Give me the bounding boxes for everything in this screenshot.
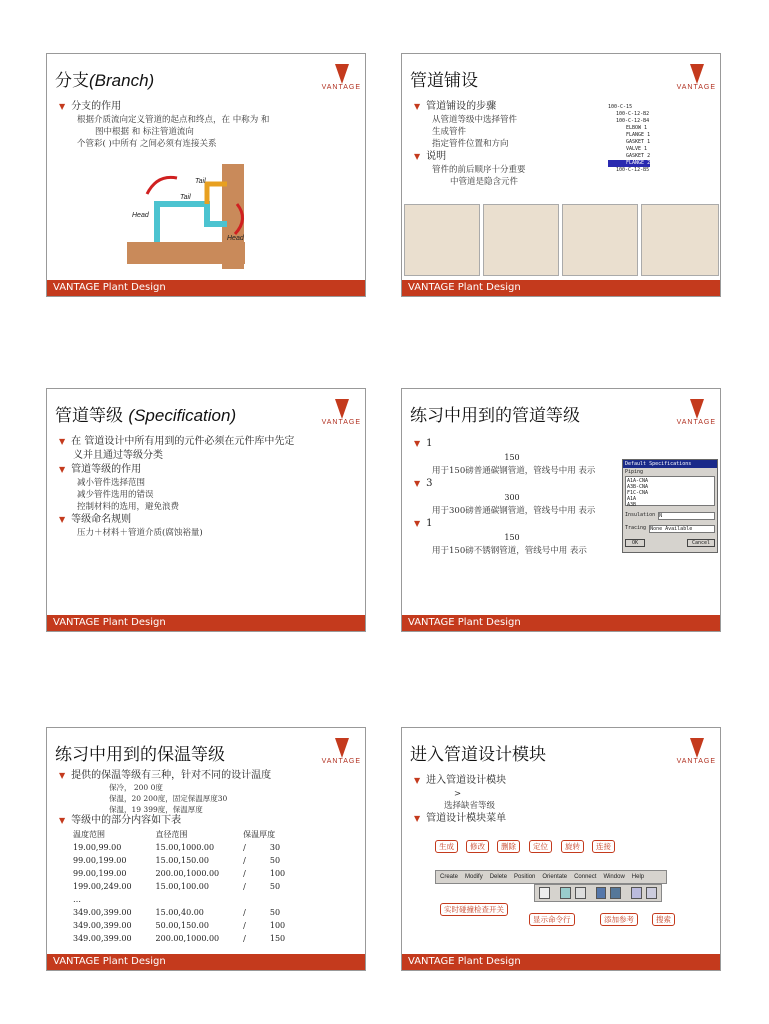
cancel-button[interactable]: Cancel [687,539,715,547]
text-line: > [454,789,462,799]
reference-list-icon[interactable] [610,887,621,899]
slide-pipe-routing [401,53,721,297]
slide-title: 分支(Branch) [55,71,155,91]
footer: VANTAGE Plant Design [47,280,365,296]
tag-delete: 删除 [497,840,520,853]
text-line: 管件的前后顺序十分重要 [432,165,526,175]
menu-window[interactable]: Window [603,874,625,880]
tag-connect: 连接 [592,840,615,853]
slide-title: 进入管道设计模块 [410,745,546,765]
clash-toggle-icon[interactable] [539,887,550,899]
tree-node-selected[interactable]: FLANGE 2 [608,160,650,167]
table-row: 349.00,399.00 200.00,1000.00 / 150 [73,934,286,943]
text-line: 义并且通过等级分类 [73,450,163,461]
tree-node[interactable]: 100-C-15 [608,104,633,110]
search-alt-icon[interactable] [646,887,657,899]
tag-command-line: 显示命令行 [529,913,575,926]
menu-modify[interactable]: Modify [465,874,483,880]
hierarchy-tree[interactable] [608,104,650,174]
bullet: ▼ 1 [414,437,610,451]
text-line: 从管道等级中选择管件 [432,115,518,125]
routing-step-image [641,204,719,276]
tag-clash-check: 实时碰撞检查开关 [440,903,508,916]
logo-text: VANTAGE [321,758,361,765]
logo-text: VANTAGE [321,419,361,426]
logo-text: VANTAGE [321,84,361,91]
tag-create: 生成 [435,840,458,853]
search-icon[interactable] [631,887,642,899]
slide-title: 练习中用到的保温等级 [55,745,225,765]
slide-title: 练习中用到的管道等级 [410,406,580,426]
slide-pipe-module [401,727,721,971]
list-item[interactable]: A3B [627,502,637,508]
toolbar [534,884,662,902]
table-header: 温度范围 [73,830,105,839]
text-line: 选择缺省等级 [444,801,496,811]
tree-node[interactable]: 100-C-12-B5 [616,167,650,173]
table-header: 保温厚度 [243,830,276,839]
routing-step-image [404,204,480,276]
tag-modify: 修改 [466,840,489,853]
slide-title: 管道等级 (Specification) [55,406,237,426]
slide-branch [46,53,366,297]
list-item[interactable]: F1C-CNA [627,490,649,496]
text-line: 压力＋材料＋管道介质(腐蚀裕量) [77,528,203,538]
text-line: 150 [504,453,520,462]
routing-step-image [562,204,638,276]
text-line: 中管道是隐含元件 [450,177,519,187]
table-row: … [73,895,81,904]
tree-node[interactable]: FLANGE 1 [626,132,651,138]
magnifier-icon[interactable] [575,887,586,899]
list-item[interactable]: A1A-CNA [627,478,649,484]
tree-node[interactable]: ELBOW 1 [626,125,648,131]
text-line: 用于300磅普通碳钢管道，管线号中用 表示 [432,506,596,516]
list-item[interactable]: A1A [627,496,637,502]
menu-delete[interactable]: Delete [489,874,508,880]
tag-search: 搜索 [652,913,675,926]
slide-insulation-specs [46,727,366,971]
text-line: 减少管件选用的错误 [77,490,154,500]
bullet: ▼ 等级中的部分内容如下表 [59,815,353,827]
table-header: 直径范围 [155,830,188,839]
bullet: ▼ 在 管道设计中所有用到的元件必须在元件库中先定 [59,435,353,449]
label-head: Head [132,212,149,219]
menu-connect[interactable]: Connect [574,874,597,880]
table-row: 349.00,399.00 15.00,40.00 / 50 [73,908,281,917]
text-line: 减小管件选择范围 [77,478,146,488]
slide-practice-specs [401,388,721,632]
text-line: 图中根据 和 标注管道流向 [95,127,194,137]
footer: VANTAGE Plant Design [47,615,365,631]
default-spec-dialog [622,459,718,553]
slide-title: 管道铺设 [410,71,478,91]
spec-list[interactable] [625,476,715,506]
menu-help[interactable]: Help [631,874,645,880]
menu-orientate[interactable]: Orientate [542,874,568,880]
text-line: 保温，19 399度，保温厚度 [109,805,203,814]
logo-text: VANTAGE [676,84,716,91]
tag-position: 定位 [529,840,552,853]
bullet: ▼ 管道设计模块菜单 [414,812,708,826]
text-line: 用于150磅不锈钢管道，管线号中用 表示 [432,546,587,556]
text-line: 个管彩( )中所有 之间必须有连接关系 [77,139,217,149]
footer: VANTAGE Plant Design [402,954,720,970]
tag-add-reference: 添加参考 [600,913,638,926]
bullet: ▼ 分支的作用 [59,100,353,114]
table-row: 349.00,399.00 50.00,150.00 / 100 [73,921,286,930]
bullet: ▼ 等级命名规则 [59,513,353,527]
footer: VANTAGE Plant Design [402,280,720,296]
bullet: ▼ 3 [414,477,610,491]
routing-step-image [483,204,559,276]
label-tail: Tail [195,178,206,185]
insulation-select[interactable]: N [658,512,715,520]
text-line: 生成管件 [432,127,467,137]
table-row: 99.00,199.00 15.00,150.00 / 50 [73,856,281,865]
text-line: 保冷， 200 0度 [109,783,163,792]
bullet: ▼ 管道铺设的步骤 [414,100,590,114]
pipe-menu-bar[interactable] [435,870,667,884]
insulation-table [71,827,309,946]
bullet: ▼ 说明 [414,150,590,164]
text-line: 保温，20 200度，固定保温厚度30 [109,794,228,803]
slide-specification [46,388,366,632]
tree-node[interactable]: GASKET 1 [626,139,651,145]
text-line: 指定管件位置和方向 [432,139,509,149]
text-line: 300 [504,493,520,502]
logo-text: VANTAGE [676,758,716,765]
dialog-label: Piping [625,469,644,475]
dialog-title: Default Specifications [623,460,717,468]
text-line: 用于150磅普通碳钢管道，管线号中用 表示 [432,466,596,476]
table-row: 19.00,99.00 15.00,1000.00 / 30 [73,843,281,852]
bullet: ▼ 管道等级的作用 [59,463,353,477]
dialog-label: Insulation [625,512,656,518]
tag-orientate: 旋转 [561,840,584,853]
text-line: 控制材料的选用，避免浪费 [77,502,180,512]
menu-create[interactable]: Create [440,874,459,880]
tree-node[interactable]: 100-C-12-B4 [616,118,650,124]
text-line: 150 [504,533,520,542]
table-row: 199.00,249.00 15.00,100.00 / 50 [73,882,281,891]
menu-position[interactable]: Position [514,874,536,880]
footer: VANTAGE Plant Design [47,954,365,970]
bullet: ▼ 1 [414,517,610,531]
label-tail: Tail [180,194,191,201]
tree-node[interactable]: VALVE 1 [626,146,648,152]
table-row: 99.00,199.00 200.00,1000.00 / 100 [73,869,286,878]
bullet: ▼ 提供的保温等级有三种，针对不同的设计温度 [59,770,353,782]
tree-node[interactable]: GASKET 2 [626,153,651,159]
bullet: ▼ 进入管道设计模块 [414,774,708,788]
tracing-select[interactable]: None Available [649,525,715,533]
text-line: 根据介质流向定义管道的起点和终点，在 中称为 和 [77,115,270,125]
list-item[interactable]: A3B-CNA [627,484,649,490]
label-head: Head [227,235,244,242]
dialog-label: Tracing [625,525,647,531]
footer: VANTAGE Plant Design [402,615,720,631]
add-reference-icon[interactable] [596,887,607,899]
ok-button[interactable]: OK [625,539,645,547]
logo-text: VANTAGE [676,419,716,426]
command-line-icon[interactable] [560,887,571,899]
tree-node[interactable]: 100-C-12-B2 [616,111,650,117]
